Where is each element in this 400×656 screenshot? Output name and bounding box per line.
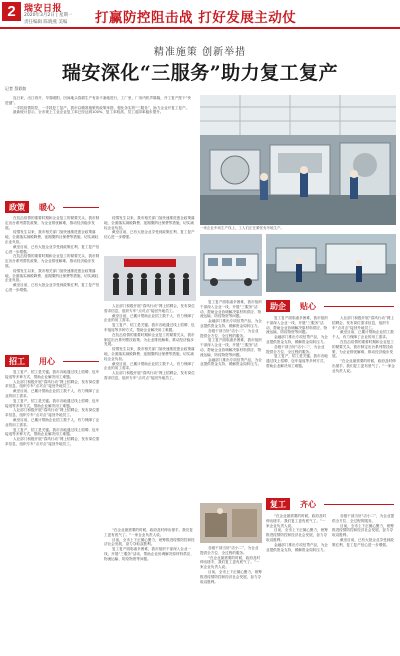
body-paragraph: 人社部门积极开展“春风行动”网上招聘会，发布岗位需求信息，组织专车“点对点”接回外地员工。 [5, 379, 100, 389]
section-tag: 政策 [5, 201, 29, 213]
body-paragraph: 目前，全市上下正凝心聚力，统筹推进疫情防控和经济社会发展，奋力夺取双胜利。 [104, 537, 195, 547]
section-tag: 复工 [266, 498, 290, 510]
article-lede [5, 96, 193, 216]
body-paragraph: 复工复产，招工是关键。我市各地通过线上招聘、包车接返等多种方式，帮助企业解决用工难题。 [5, 398, 100, 408]
section-header-support [266, 300, 396, 312]
bus-photo [200, 234, 262, 296]
body-paragraph: 复工复产面临诸多困难，我市组织干部深入企业一线，开展“三服务”活动，帮助企业协调解决原材料供应、物流运输、防疫物资等问题。 [200, 338, 262, 357]
body-paragraph: 截至目前，已有大批企业享受到政策红利，复工复产信心进一步增强。 [5, 283, 100, 292]
column-4b-text [266, 514, 328, 652]
body-paragraph: 疫情发生以来，我市相关部门加快速推进惠企政策落地，全面落实减税降费、延期缴纳社保费等措施，切实减轻企业负担。 [5, 268, 99, 283]
body-paragraph: 各级干部当好“店小二”，为企业提供全方位、全过程的服务。 [332, 514, 395, 523]
header-rule [0, 27, 400, 29]
body-paragraph: 复工复产面临诸多困难，我市组织干部深入企业一线，开展“三服务”活动，帮助企业协调解决原材料供应、物流运输、防疫物资等问题。 [200, 300, 262, 319]
body-paragraph: 截至目前，已累计帮助企业招工数千人，有力保障了企业的用工需求。 [5, 389, 100, 398]
group-photo [104, 256, 196, 301]
newspaper-name: 瑞安日报 [24, 4, 63, 14]
page-header [0, 0, 400, 34]
section-label: 用心 [39, 356, 55, 366]
body-paragraph: 疫情发生以来，我市相关部门加快速推进惠企政策落地，全面落实减税降费、延期缴纳社保费等措施，切实减轻企业负担。 [104, 347, 195, 361]
section-label: 齐心 [300, 499, 316, 509]
section-header-resume [266, 498, 396, 510]
body-paragraph: 在抗击疫情的重要时期和企业复工的紧要关头，我市制定出台系列帮扶政策，为企业排忧解难，推动经济稳步发展。 [5, 216, 100, 230]
section-tag: 招工 [5, 355, 29, 367]
body-paragraph: 复工复产，招工是关键。我市各地通过线上招聘、包车接返等多种方式，帮助企业解决用工难题。 [5, 427, 100, 437]
body-paragraph: “在企业最需要的时候，政府及时伸出援手，我们复工更有底气了。”一家企业负责人说。 [266, 514, 327, 528]
photo-caption: 一家企业车间生产线上，工人们正在紧张有序地生产。 [200, 226, 284, 230]
body-paragraph: 目前，全市上下正凝心聚力，统筹推进疫情防控和经济社会发展，奋力夺取双胜利。 [332, 523, 394, 538]
body-paragraph: 复工复产面临诸多困难，我市组织干部深入企业一线，开展“三服务”活动，帮助企业协调解决原材料供应、物流运输、防疫物资等问题。 [104, 547, 194, 561]
column-5-text [332, 316, 396, 496]
vehicle-photo [200, 234, 262, 296]
body-paragraph: 人社部门积极开展“春风行动”网上招聘会，发布岗位需求信息，组织专车“点对点”接回外地员工。 [5, 437, 100, 446]
body-paragraph: 复工复产，招工是关键。我市各地通过线上招聘、包车接返等多种方式，帮助企业解决用工难题。 [104, 323, 195, 332]
body-paragraph: 各级干部当好“店小二”，为企业提供全方位、全过程的服务。 [266, 344, 325, 354]
body-paragraph: 截至目前，已有大批企业享受到政策红利，复工复产信心进一步增强。 [5, 244, 100, 254]
article-byline: 记者 蔡彩如 [5, 86, 27, 91]
section-rule [324, 504, 394, 505]
body-paragraph: 人社部门积极开展“春风行动”网上招聘会，发布岗位需求信息，组织专车“点对点”接回外地员工。 [104, 304, 195, 313]
body-paragraph: 在抗击疫情的重要时期和企业复工的紧要关头，我市制定出台系列帮扶政策，为企业排忧解难，推动经济稳步发展。 [332, 339, 394, 359]
body-paragraph: “在企业最需要的时候，政府及时伸出援手，我们复工更有底气了。”一家企业负责人说。 [332, 359, 396, 373]
article-kicker: 精准施策 创新举措 [153, 47, 247, 58]
column-3b-text [200, 546, 262, 652]
section-tag: 助企 [266, 300, 290, 312]
page-slogan: 打赢防控阻击战 打好发展主动仗 [95, 10, 297, 26]
body-paragraph: 复工复产，招工是关键。我市各地通过线上招聘、包车接返等多种方式，帮助企业解决用工难题。 [5, 370, 100, 379]
body-paragraph: 金融部门推出专项信贷产品，为企业提供资金支持，缓解资金周转压力。 [200, 319, 262, 328]
body-paragraph: 各级干部当好“店小二”，为企业提供全方位、全过程的服务。 [200, 546, 259, 555]
column-2c-text [104, 528, 196, 652]
article-headline: 瑞安深化“三服务”助力复工复产 [61, 62, 339, 84]
body-paragraph: 人社部门积极开展“春风行动”网上招聘会，发布岗位需求信息，组织专车“点对点”接回外地员工。 [104, 371, 195, 380]
section-label: 暖心 [39, 202, 55, 212]
body-paragraph: 截至目前，已有大批企业享受到政策红利，复工复产信心进一步增强。 [104, 230, 195, 240]
body-paragraph: 疫情发生以来，我市相关部门加快速推进惠企政策落地，全面落实减税降费、延期缴纳社保费等措施，切实减轻企业负担。 [5, 230, 99, 244]
factory-photo [200, 95, 396, 225]
body-paragraph: 在抗击疫情的重要时期和企业复工的紧要关头，我市制定出台系列帮扶政策，为企业排忧解难，推动经济稳步发展。 [5, 254, 100, 268]
body-paragraph: 人社部门积极开展“春风行动”网上招聘会，发布岗位需求信息，组织专车“点对点”接回外地员工。 [5, 408, 100, 418]
body-paragraph: 金融部门推出专项信贷产品，为企业提供资金支持，缓解资金周转压力。 [266, 542, 328, 552]
body-paragraph: 复工复产面临诸多困难，我市组织干部深入企业一线，开展“三服务”活动，帮助企业协调解决原材料供应、物流运输、防疫物资等问题。 [266, 316, 328, 335]
date-line: 2020年3月2日 | 星期一 [24, 13, 73, 18]
body-paragraph: 复工复产，招工是关键。我市各地通过线上招聘、包车接返等多种方式，帮助企业解决用工难题。 [266, 354, 328, 368]
column-4-text [266, 316, 328, 496]
body-paragraph: 金融部门推出专项信贷产品，为企业提供资金支持，缓解资金周转压力。 [266, 335, 328, 344]
body-paragraph: 截至目前，已累计帮助企业招工数千人，有力保障了企业的用工需求。 [104, 313, 195, 323]
body-paragraph: 目前，全市上下正凝心聚力，统筹推进疫情防控和经济社会发展，奋力夺取双胜利。 [200, 569, 262, 584]
body-paragraph: 人社部门积极开展“春风行动”网上招聘会，发布岗位需求信息，组织专车“点对点”接回外地员工。 [332, 316, 395, 330]
meeting-photo [104, 256, 196, 301]
section-rule [63, 207, 99, 208]
body-paragraph: 在抗击疫情的重要时期和企业复工的紧要关头，我市制定出台系列帮扶政策，为企业排忧解难，推动经济稳步发展。 [104, 332, 195, 347]
body-paragraph: 目前，全市上下正凝心聚力，统筹推进疫情防控和经济社会发展，奋力夺取双胜利。 [266, 528, 328, 542]
editors-line: 责任编辑 陈晓燕 美编 [24, 20, 68, 25]
production-photo [266, 234, 396, 292]
body-paragraph: 截至目前，已累计帮助企业招工数千人，有力保障了企业的用工需求。 [104, 361, 195, 371]
body-paragraph: 截至目前，已有大批企业享受到政策红利，复工复产信心进一步增强。 [332, 537, 394, 547]
column-3-text [200, 300, 262, 500]
factory-scene [200, 95, 396, 225]
lede-paragraph: 最新统计显示，全市规上工业企业复工率已经达到100%，复工率较高，员工返岗率稳步提升。 [13, 110, 164, 115]
section-header-recruit [5, 355, 101, 367]
section-header-policy [5, 201, 101, 213]
workshop-photo [200, 503, 262, 543]
page-number: 2 [2, 2, 21, 21]
column-2b-text [104, 304, 196, 524]
body-paragraph: 疫情发生以来，我市相关部门加快速推进惠企政策落地，全面落实减税降费、延期缴纳社保费等措施，切实减轻企业负担。 [104, 216, 195, 230]
body-paragraph: 金融部门推出专项信贷产品，为企业提供资金支持，缓解资金周转压力。 [200, 357, 262, 367]
column-5b-text [332, 514, 396, 652]
production-scene [266, 234, 396, 292]
body-paragraph: “在企业最需要的时候，政府及时伸出援手，我们复工更有底气了。”一家企业负责人说。 [200, 555, 261, 570]
section-rule [324, 306, 394, 307]
body-paragraph: 截至目前，已累计帮助企业招工数千人，有力保障了企业的用工需求。 [5, 417, 100, 427]
lede-paragraph: 连日来，出江再开，早春暖阳，田间地头春耕生产有条不紊地进行，工厂里，厂房内机声隆隆，开工复产按下“快进键”。 [5, 96, 191, 105]
body-paragraph: 各级干部当好“店小二”，为企业提供全方位、全过程的服务。 [200, 328, 259, 338]
lede-paragraph: 一手抓疫情防控，一手抓复工复产。我市以精准施策的政策举措，强化务实的“三服务”，助力企业开复工复产。 [13, 105, 190, 110]
section-label: 贴心 [300, 301, 316, 311]
column-1-text [5, 216, 101, 340]
column-2-text [104, 216, 196, 254]
section-rule [63, 361, 99, 362]
body-paragraph: “在企业最需要的时候，政府及时伸出援手，我们复工更有底气了。”一家企业负责人说。 [104, 528, 193, 537]
body-paragraph: 截至目前，已累计帮助企业招工数千人，有力保障了企业的用工需求。 [332, 330, 394, 340]
column-1b-text [5, 370, 101, 650]
workshop-scene [200, 503, 262, 543]
